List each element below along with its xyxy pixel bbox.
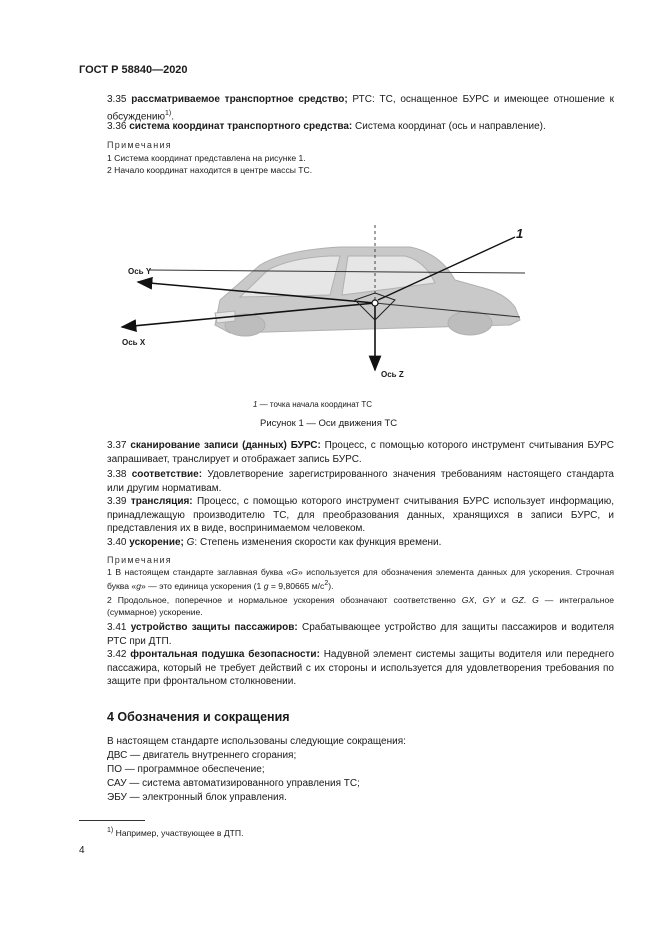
term-3-40 [79,536,614,550]
axis-z-label: Ось Z [381,370,404,379]
figure-caption: Рисунок 1 — Оси движения ТС [260,418,398,429]
term-number: 3.42 [107,649,127,660]
term-number: 3.35 [107,94,127,105]
abbreviation-item: САУ — система автоматизированного управления ТС; [107,778,360,789]
term-name: трансляция: [130,496,193,507]
term-number: 3.39 [107,496,127,507]
term-end: . [171,110,174,122]
term-name: соответствие: [131,469,203,480]
term-3-36 [79,120,614,134]
legend-number: 1 [253,400,258,409]
term-definition: Срабатывающее устройство для защиты пассажиров и водителя РТС при ДТП. [107,622,614,647]
document-header: ГОСТ Р 58840—2020 [79,64,188,76]
notes-title: Примечания [107,140,172,150]
section-4-heading: 4 Обозначения и сокращения [107,710,290,724]
term-definition: Удовлетворение зарегистрированного значения требованиям настоящего стандарта или другим нормативам. [107,469,614,494]
coordinate-axes-figure [110,225,540,400]
note-symbol: GX [461,594,475,605]
note-symbol: GZ [511,594,524,605]
note-text: 2 Продольное, поперечное и нормальное ускорения обозначают соответственно [107,594,462,605]
term-3-37 [79,439,614,466]
note-text: » — это единица ускорения (1 [141,580,264,591]
note-text: ). [328,580,334,591]
figure-legend [253,400,372,409]
note-text: и [495,594,512,605]
note-item: 2 Начало координат находится в центре массы ТС. [107,165,313,175]
notes-block-2 [79,566,614,618]
term-name: система координат транспортного средства: [129,121,353,132]
note-text: — интегральное (суммарное) ускорение. [107,594,615,617]
abbreviations-list [107,735,406,805]
term-number: 3.36 [107,121,127,132]
term-number: 3.37 [107,440,127,451]
note-symbol: g [263,580,269,591]
notes-title: Примечания [107,555,172,565]
term-definition: Система координат (ось и направление). [352,121,546,132]
term-number: 3.41 [107,622,127,633]
axis-x-label: Ось X [122,338,146,347]
footnote [107,827,244,838]
abbreviation-item: ДВС — двигатель внутреннего сгорания; [107,750,297,761]
term-definition: РТС: ТС, оснащенное БУРС и имеющее отношение к обсуждению [107,94,614,122]
term-name: рассматриваемое транспортное средство; [131,94,348,105]
note-symbol: G [532,594,539,605]
note-symbol: G [291,567,298,577]
abbreviation-item: ЭБУ — электронный блок управления. [107,792,287,803]
term-definition: Процесс, с помощью которого инструмент считывания БУРС запрашивает, транслирует и отображает запись БУРС. [107,440,615,465]
note-item: 1 Система координат представлена на рисунке 1. [107,153,306,163]
term-definition: Надувной элемент системы защиты водителя или переднего пассажира, который не требует действий с их стороны и используется для удовлетворения требования по защите при фронтальном столкновении. [107,649,615,687]
note-item [79,594,614,618]
term-symbol: G [183,537,195,548]
abbreviation-item: ПО — программное обеспечение; [107,764,265,775]
footnote-ref: 1) [164,109,172,117]
axis-y-label: Ось Y [128,267,152,276]
note-text: . [523,594,533,605]
term-name: ускорение; [129,537,184,548]
term-name: сканирование записи (данных) БУРС: [130,440,321,451]
note-superscript: 2 [324,580,329,587]
term-3-38 [79,468,614,495]
term-name: фронтальная подушка безопасности: [130,649,320,660]
term-number: 3.38 [107,469,127,480]
term-3-35 [79,93,614,123]
notes-block-1 [79,152,614,176]
term-definition: : Степень изменения скорости как функция времени. [194,537,442,548]
note-text: = 9,80665 м/с [268,580,325,591]
note-symbol: g [136,580,141,591]
term-name: устройство защиты пассажиров: [130,622,298,633]
term-3-41 [79,621,614,648]
origin-point [372,300,378,306]
note-text: , [474,594,483,605]
note-text: 1 В настоящем стандарте заглавная буква « [107,567,292,577]
note-item [79,566,614,592]
term-number: 3.40 [107,537,127,548]
term-definition: Процесс, с помощью которого инструмент считывания БУРС использует информацию, принадлежащую производителю ТС, для преобразования данных, хранящихся в записи БУРС, и представления их в виде, воспринимаемом человеком. [107,496,615,534]
footnote-text: Например, участвующее в ДТП. [113,827,244,838]
footnote-separator [79,820,145,821]
car-silhouette [215,247,520,336]
abbreviations-intro: В настоящем стандарте использованы следующие сокращения: [107,736,406,747]
note-text: » используется для обозначения элемента данных для ускорения. Строчная буква « [107,567,614,591]
legend-text: — точка начала координат ТС [257,400,373,409]
origin-callout-number: 1 [516,226,524,241]
term-3-42 [79,648,614,689]
note-symbol: GY [482,594,495,605]
footnote-mark: 1) [107,827,114,834]
term-3-39 [79,495,614,536]
page-number: 4 [79,845,85,856]
